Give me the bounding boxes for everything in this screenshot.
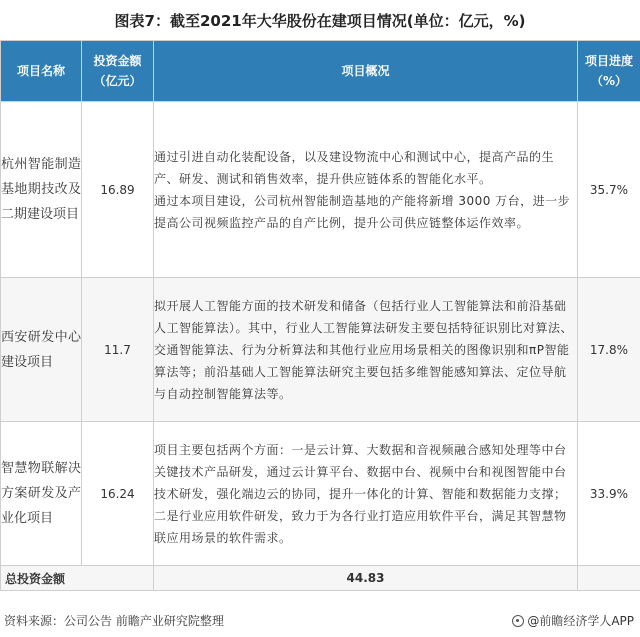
projects-table: [0, 40, 640, 591]
project-name: 智慧物联解决方案研发及产业化项目: [1, 422, 82, 566]
brand-text: @前瞻经济学人APP: [527, 614, 634, 628]
overview-paragraph: 项目主要包括两个方面：一是云计算、大数据和音视频融合感知处理等中台关键技术产品研发，通过云计算平台、数据中台、视频中台和视图智能中台技术研发，强化端边云的协同，提升一体化的计算、智能和数据能力支撑；二是行业应用软件研发，致力于为各行业打造应用软件平台，满足其智慧物联应用场景的软件需求。: [154, 442, 567, 545]
project-progress: 33.9%: [578, 422, 640, 566]
header-name: 项目名称: [1, 41, 82, 102]
project-overview: [154, 422, 578, 566]
brand-credit: [512, 612, 634, 629]
project-amount: 16.89: [82, 102, 154, 278]
overview-paragraph: 通过本项目建设，公司杭州智能制造基地的产能将新增 3000 万台，进一步提高公司视频监控产品的自产比例，提升公司供应链整体运作效率。: [154, 193, 571, 230]
overview-paragraph: 通过引进自动化装配设备，以及建设物流中心和测试中心，提高产品的生产、研发、测试和销售效率，提升供应链体系的智能化水平。: [154, 149, 555, 186]
project-amount: 11.7: [82, 278, 154, 422]
table-row: [1, 278, 640, 422]
project-name: 杭州智能制造基地期技改及二期建设项目: [1, 102, 82, 278]
header-overview: 项目概况: [154, 41, 578, 102]
project-overview: [154, 278, 578, 422]
total-value: 44.83: [154, 566, 578, 591]
total-empty-cell: [578, 566, 640, 591]
project-overview: [154, 102, 578, 278]
total-row: [1, 566, 640, 591]
project-progress: 35.7%: [578, 102, 640, 278]
project-progress: 17.8%: [578, 278, 640, 422]
source-note: 资料来源：公司公告 前瞻产业研究院整理: [4, 614, 224, 628]
brand-logo-icon: [512, 615, 524, 627]
table-header-row: [1, 41, 640, 102]
table-row: [1, 102, 640, 278]
project-amount: 16.24: [82, 422, 154, 566]
header-amount: 投资金额（亿元）: [82, 41, 154, 102]
overview-paragraph: 拟开展人工智能方面的技术研发和储备（包括行业人工智能算法和前沿基础人工智能算法）。其中，行业人工智能算法研发主要包括特征识别比对算法、交通智能算法、行为分析算法和其他行业应用场景相关的图像识别和πP智能算法等；前沿基础人工智能算法研究主要包括多维智能感知算法、定位导航与自动控制智能算法等。: [154, 298, 574, 401]
page-title: 图表7：截至2021年大华股份在建项目情况(单位：亿元，%): [114, 11, 526, 30]
project-name: 西安研发中心建设项目: [1, 278, 82, 422]
footer: [0, 600, 640, 637]
table-row: [1, 422, 640, 566]
total-label: 总投资金额: [1, 566, 154, 591]
header-progress: 项目进度（%）: [578, 41, 640, 102]
